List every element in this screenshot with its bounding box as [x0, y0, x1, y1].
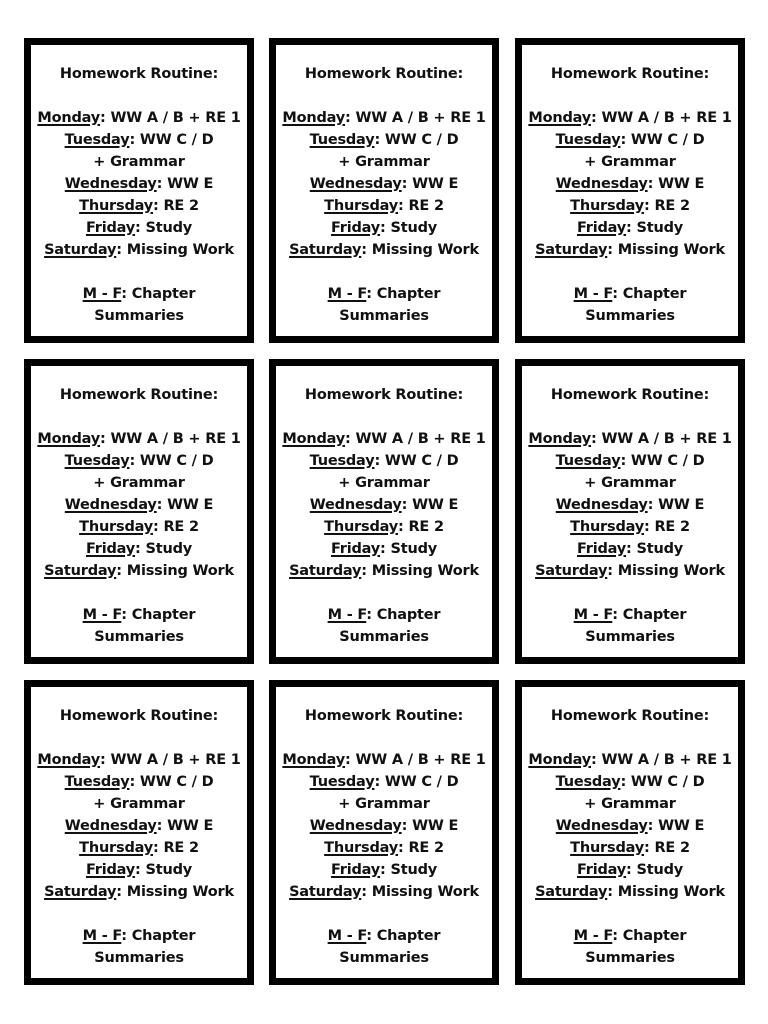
assignment-text: : RE 2 [153, 840, 199, 856]
assignment-text: : WW E [156, 176, 214, 192]
day-label: Friday [330, 541, 381, 557]
schedule-line-saturday [31, 881, 247, 903]
day-label: Wednesday [64, 176, 157, 192]
day-label: Tuesday [555, 774, 621, 790]
day-label: Friday [85, 541, 136, 557]
schedule-line-saturday [31, 239, 247, 261]
day-label: Friday [330, 862, 381, 878]
spacer [31, 406, 247, 428]
assignment-text: : WW C / D + Grammar [338, 774, 459, 812]
assignment-text: : WW A / B + RE 1 [100, 752, 241, 768]
schedule-line-wednesday [31, 173, 247, 195]
homework-routine-card [515, 680, 745, 985]
day-label: Tuesday [555, 132, 621, 148]
homework-routine-card [24, 359, 254, 664]
assignment-text: : Missing Work [361, 242, 479, 258]
assignment-text: : Study [380, 541, 438, 557]
schedule-line-friday [522, 217, 738, 239]
schedule-line-wednesday [522, 815, 738, 837]
assignment-text: : Missing Work [116, 563, 234, 579]
schedule-line-monday [31, 749, 247, 771]
schedule-line-friday [31, 538, 247, 560]
day-label: Saturday [289, 563, 362, 579]
schedule-line-friday [276, 859, 492, 881]
day-label: Monday [528, 752, 592, 768]
spacer [276, 582, 492, 604]
day-label: Wednesday [555, 497, 648, 513]
assignment-text: : Missing Work [116, 242, 234, 258]
schedule-line-saturday [276, 239, 492, 261]
schedule-line-tuesday [276, 771, 492, 815]
day-label: Tuesday [64, 132, 130, 148]
day-label: Saturday [44, 242, 117, 258]
assignment-text: : Chapter Summaries [339, 928, 441, 966]
homework-routine-card [515, 38, 745, 343]
assignment-text: : Study [380, 862, 438, 878]
day-label: Thursday [570, 519, 645, 535]
day-label: Saturday [535, 884, 608, 900]
day-label: M - F [82, 928, 122, 944]
schedule-line-thursday [276, 516, 492, 538]
assignment-text: : Study [135, 541, 193, 557]
assignment-text: : WW E [401, 497, 459, 513]
schedule-line-thursday [522, 837, 738, 859]
day-label: Thursday [324, 840, 399, 856]
assignment-text: : WW A / B + RE 1 [591, 110, 732, 126]
schedule-line-wednesday [522, 494, 738, 516]
spacer [276, 727, 492, 749]
spacer [522, 406, 738, 428]
schedule-line-thursday [522, 195, 738, 217]
assignment-text: : Missing Work [607, 242, 725, 258]
day-label: Monday [282, 752, 346, 768]
assignment-text: : WW E [647, 818, 705, 834]
assignment-text: : WW C / D + Grammar [584, 774, 705, 812]
day-label: M - F [573, 928, 613, 944]
schedule-line-weekdays [522, 925, 738, 969]
assignment-text: : WW A / B + RE 1 [100, 431, 241, 447]
day-label: Friday [330, 220, 381, 236]
day-label: Saturday [44, 884, 117, 900]
day-label: Thursday [79, 840, 154, 856]
schedule-line-wednesday [31, 815, 247, 837]
assignment-text: : WW E [401, 818, 459, 834]
homework-routine-card [24, 38, 254, 343]
assignment-text: : WW A / B + RE 1 [345, 431, 486, 447]
homework-routine-card [515, 359, 745, 664]
assignment-text: : RE 2 [398, 519, 444, 535]
schedule-line-thursday [276, 195, 492, 217]
spacer [276, 406, 492, 428]
spacer [522, 261, 738, 283]
schedule-line-weekdays [31, 925, 247, 969]
assignment-text: : Chapter Summaries [585, 607, 687, 645]
schedule-line-monday [31, 428, 247, 450]
assignment-text: : WW C / D + Grammar [338, 132, 459, 170]
schedule-line-thursday [276, 837, 492, 859]
schedule-line-tuesday [31, 450, 247, 494]
assignment-text: : WW E [647, 176, 705, 192]
day-label: Monday [282, 431, 346, 447]
assignment-text: : WW A / B + RE 1 [591, 431, 732, 447]
day-label: Saturday [535, 242, 608, 258]
day-label: Friday [576, 862, 627, 878]
schedule-line-saturday [522, 239, 738, 261]
day-label: Friday [85, 862, 136, 878]
card-title: Homework Routine: [59, 66, 219, 82]
assignment-text: : Missing Work [607, 563, 725, 579]
assignment-text: : WW C / D + Grammar [584, 453, 705, 491]
day-label: Thursday [570, 198, 645, 214]
day-label: Monday [282, 110, 346, 126]
spacer [276, 903, 492, 925]
spacer [522, 727, 738, 749]
assignment-text: : Missing Work [361, 884, 479, 900]
card-title: Homework Routine: [59, 708, 219, 724]
day-label: Wednesday [309, 818, 402, 834]
schedule-line-weekdays [276, 283, 492, 327]
day-label: Thursday [324, 198, 399, 214]
schedule-line-tuesday [276, 450, 492, 494]
schedule-line-wednesday [522, 173, 738, 195]
day-label: Friday [85, 220, 136, 236]
homework-routine-card [269, 38, 499, 343]
schedule-line-friday [522, 859, 738, 881]
spacer [31, 903, 247, 925]
schedule-line-saturday [522, 560, 738, 582]
day-label: M - F [82, 286, 122, 302]
day-label: Monday [528, 431, 592, 447]
schedule-line-friday [31, 859, 247, 881]
spacer [522, 85, 738, 107]
schedule-line-weekdays [276, 604, 492, 648]
assignment-text: : Chapter Summaries [94, 286, 196, 324]
schedule-line-monday [276, 428, 492, 450]
assignment-text: : WW C / D + Grammar [93, 453, 214, 491]
assignment-text: : RE 2 [644, 840, 690, 856]
assignment-text: : RE 2 [398, 198, 444, 214]
schedule-line-wednesday [31, 494, 247, 516]
schedule-line-tuesday [276, 129, 492, 173]
assignment-text: : WW A / B + RE 1 [345, 110, 486, 126]
homework-routine-card [269, 359, 499, 664]
schedule-line-monday [522, 428, 738, 450]
schedule-line-monday [522, 749, 738, 771]
assignment-text: : RE 2 [153, 519, 199, 535]
homework-routine-card [24, 680, 254, 985]
schedule-line-monday [276, 749, 492, 771]
day-label: Wednesday [309, 176, 402, 192]
schedule-line-thursday [31, 195, 247, 217]
day-label: Wednesday [555, 176, 648, 192]
day-label: Tuesday [64, 774, 130, 790]
assignment-text: : Study [135, 862, 193, 878]
schedule-line-weekdays [31, 604, 247, 648]
day-label: Tuesday [309, 132, 375, 148]
spacer [31, 85, 247, 107]
spacer [276, 85, 492, 107]
schedule-line-monday [276, 107, 492, 129]
assignment-text: : Study [626, 541, 684, 557]
day-label: Saturday [44, 563, 117, 579]
assignment-text: : Study [380, 220, 438, 236]
card-title: Homework Routine: [550, 708, 710, 724]
day-label: Monday [37, 110, 101, 126]
assignment-text: : Chapter Summaries [94, 607, 196, 645]
day-label: M - F [573, 607, 613, 623]
day-label: Wednesday [64, 497, 157, 513]
schedule-line-saturday [31, 560, 247, 582]
assignment-text: : WW C / D + Grammar [93, 132, 214, 170]
schedule-line-thursday [31, 516, 247, 538]
schedule-line-monday [31, 107, 247, 129]
day-label: Saturday [289, 884, 362, 900]
assignment-text: : Missing Work [116, 884, 234, 900]
card-title: Homework Routine: [304, 387, 464, 403]
schedule-line-tuesday [522, 450, 738, 494]
day-label: Tuesday [309, 774, 375, 790]
assignment-text: : WW E [647, 497, 705, 513]
assignment-text: : Chapter Summaries [339, 286, 441, 324]
day-label: Saturday [289, 242, 362, 258]
day-label: M - F [82, 607, 122, 623]
schedule-line-saturday [522, 881, 738, 903]
day-label: Wednesday [555, 818, 648, 834]
assignment-text: : WW E [156, 818, 214, 834]
day-label: Monday [37, 752, 101, 768]
day-label: Thursday [324, 519, 399, 535]
day-label: Wednesday [309, 497, 402, 513]
schedule-line-saturday [276, 881, 492, 903]
schedule-line-friday [276, 217, 492, 239]
schedule-line-wednesday [276, 494, 492, 516]
homework-routine-card [269, 680, 499, 985]
assignment-text: : RE 2 [153, 198, 199, 214]
schedule-line-weekdays [31, 283, 247, 327]
schedule-line-weekdays [522, 283, 738, 327]
schedule-line-tuesday [522, 129, 738, 173]
schedule-line-friday [522, 538, 738, 560]
schedule-line-monday [522, 107, 738, 129]
schedule-line-weekdays [522, 604, 738, 648]
schedule-line-tuesday [31, 771, 247, 815]
day-label: Thursday [79, 519, 154, 535]
day-label: Tuesday [555, 453, 621, 469]
assignment-text: : WW A / B + RE 1 [591, 752, 732, 768]
assignment-text: : Chapter Summaries [94, 928, 196, 966]
schedule-line-friday [276, 538, 492, 560]
day-label: M - F [327, 607, 367, 623]
assignment-text: : Missing Work [607, 884, 725, 900]
day-label: Friday [576, 541, 627, 557]
schedule-line-wednesday [276, 173, 492, 195]
card-title: Homework Routine: [304, 66, 464, 82]
day-label: Monday [528, 110, 592, 126]
assignment-text: : WW E [156, 497, 214, 513]
assignment-text: : WW C / D + Grammar [584, 132, 705, 170]
assignment-text: : WW E [401, 176, 459, 192]
spacer [522, 582, 738, 604]
spacer [276, 261, 492, 283]
assignment-text: : Study [626, 220, 684, 236]
day-label: Monday [37, 431, 101, 447]
assignment-text: : WW C / D + Grammar [93, 774, 214, 812]
assignment-text: : RE 2 [644, 519, 690, 535]
assignment-text: : Study [135, 220, 193, 236]
schedule-line-saturday [276, 560, 492, 582]
assignment-text: : RE 2 [644, 198, 690, 214]
schedule-line-thursday [522, 516, 738, 538]
day-label: Tuesday [64, 453, 130, 469]
card-title: Homework Routine: [59, 387, 219, 403]
assignment-text: : WW A / B + RE 1 [100, 110, 241, 126]
day-label: Thursday [79, 198, 154, 214]
assignment-text: : Chapter Summaries [585, 286, 687, 324]
day-label: M - F [327, 286, 367, 302]
card-title: Homework Routine: [550, 66, 710, 82]
day-label: Saturday [535, 563, 608, 579]
schedule-line-tuesday [522, 771, 738, 815]
schedule-line-thursday [31, 837, 247, 859]
card-title: Homework Routine: [304, 708, 464, 724]
spacer [31, 727, 247, 749]
spacer [522, 903, 738, 925]
card-title: Homework Routine: [550, 387, 710, 403]
schedule-line-weekdays [276, 925, 492, 969]
schedule-line-friday [31, 217, 247, 239]
schedule-line-wednesday [276, 815, 492, 837]
assignment-text: : Study [626, 862, 684, 878]
schedule-line-tuesday [31, 129, 247, 173]
day-label: Thursday [570, 840, 645, 856]
assignment-text: : WW C / D + Grammar [338, 453, 459, 491]
day-label: Tuesday [309, 453, 375, 469]
spacer [31, 261, 247, 283]
day-label: M - F [573, 286, 613, 302]
day-label: Wednesday [64, 818, 157, 834]
assignment-text: : Chapter Summaries [585, 928, 687, 966]
day-label: Friday [576, 220, 627, 236]
assignment-text: : RE 2 [398, 840, 444, 856]
day-label: M - F [327, 928, 367, 944]
spacer [31, 582, 247, 604]
assignment-text: : Chapter Summaries [339, 607, 441, 645]
assignment-text: : Missing Work [361, 563, 479, 579]
assignment-text: : WW A / B + RE 1 [345, 752, 486, 768]
